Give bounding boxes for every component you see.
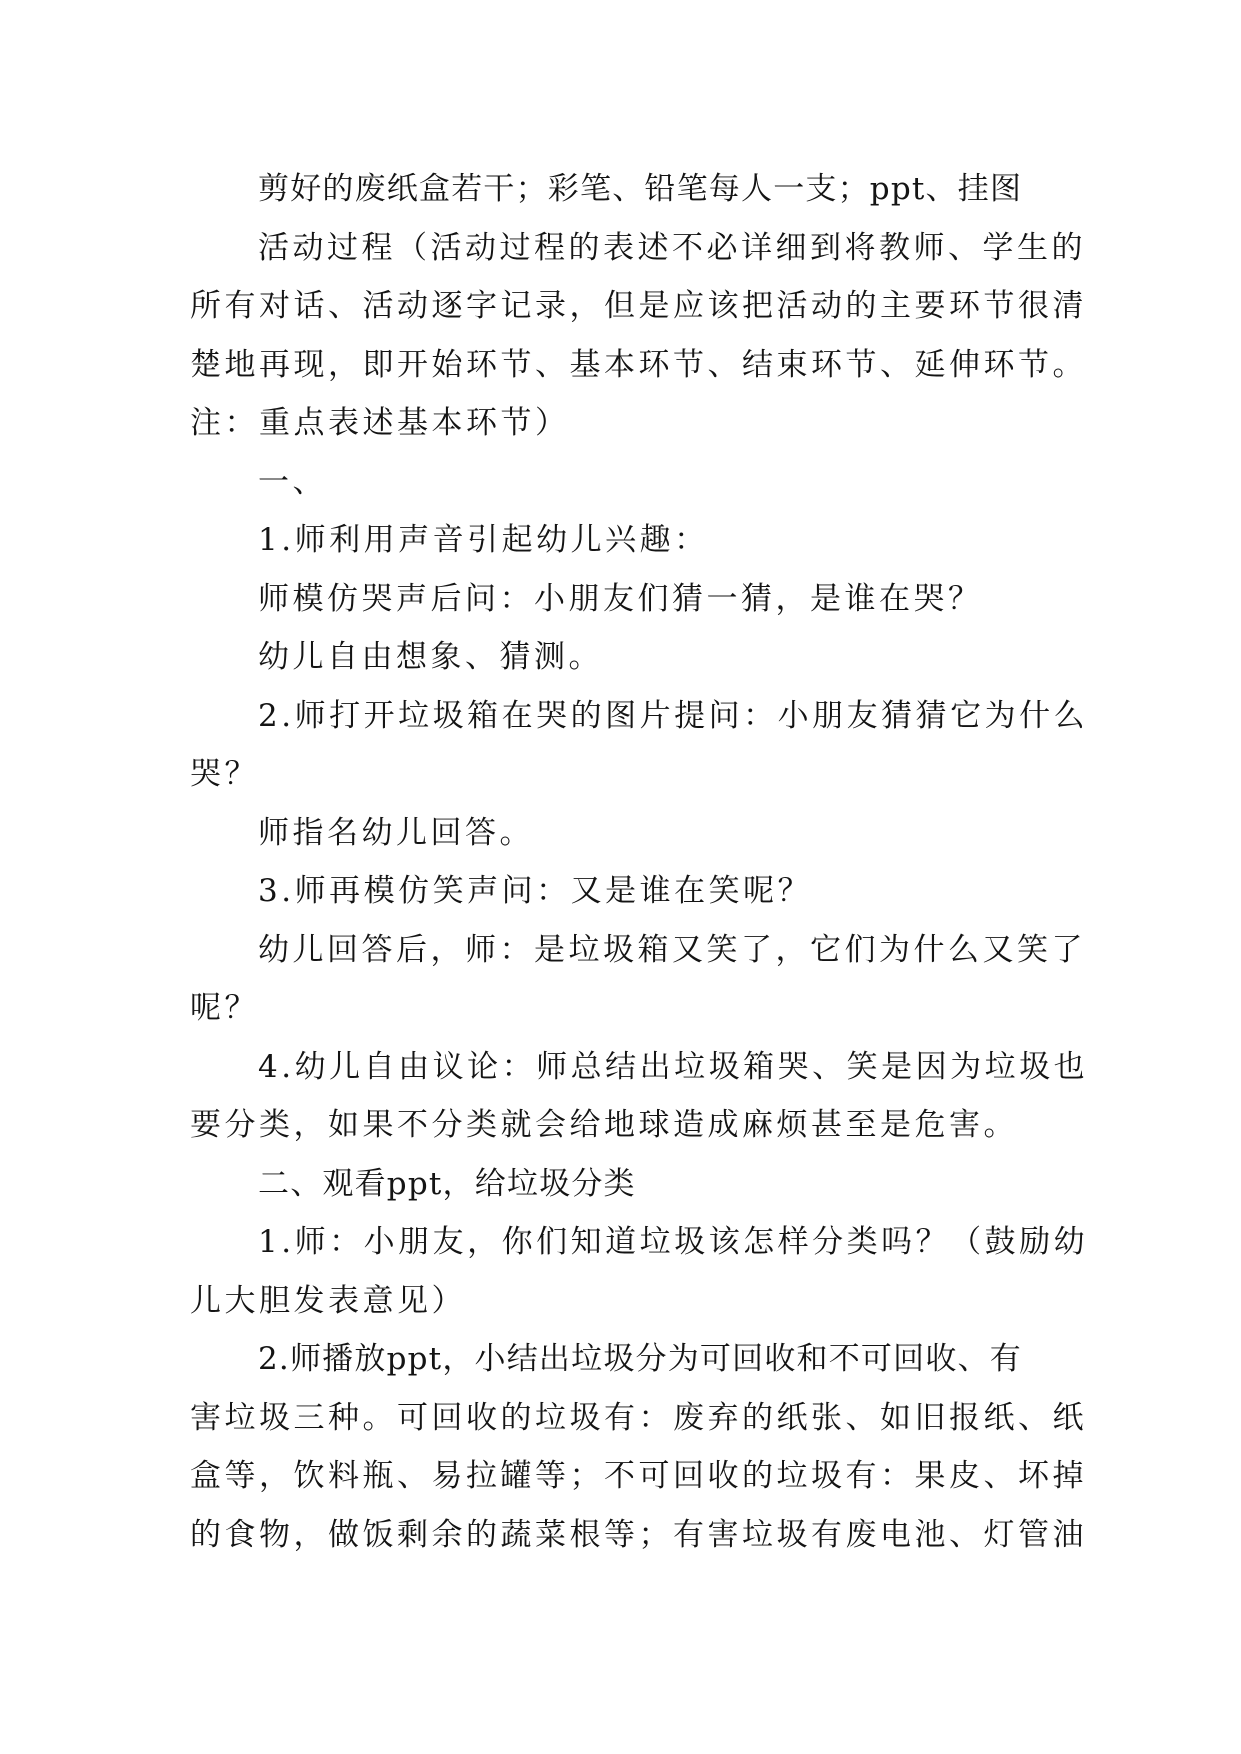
paragraph-line: 所有对话、活动逐字记录，但是应该把活动的主要环节很清 bbox=[190, 288, 1087, 324]
paragraph-line: 1.师：小朋友，你们知道垃圾该怎样分类吗？（鼓励幼 bbox=[258, 1224, 1089, 1260]
paragraph-line: 师指名幼儿回答。 bbox=[258, 814, 534, 851]
paragraph-line: 呢？ bbox=[190, 990, 259, 1026]
paragraph-line: 哭？ bbox=[190, 756, 259, 792]
paragraph-line: 4.幼儿自由议论：师总结出垃圾箱哭、笑是因为垃圾也 bbox=[258, 1048, 1089, 1085]
paragraph-line: 儿大胆发表意见） bbox=[190, 1282, 466, 1319]
paragraph-line: 3.师再模仿笑声问：又是谁在笑呢？ bbox=[258, 873, 813, 909]
paragraph-line: 幼儿回答后，师：是垃圾箱又笑了，它们为什么又笑了 bbox=[258, 931, 1086, 968]
paragraph-line: 的食物，做饭剩余的蔬菜根等；有害垃圾有废电池、灯管油 bbox=[190, 1516, 1087, 1553]
paragraph-line: 活动过程（活动过程的表述不必详细到将教师、学生的 bbox=[258, 229, 1086, 266]
document-body bbox=[190, 160, 1089, 1564]
paragraph-line: 1.师利用声音引起幼儿兴趣： bbox=[258, 522, 709, 558]
paragraph-line: 注：重点表述基本环节） bbox=[190, 405, 570, 441]
section-heading: 一、 bbox=[258, 463, 327, 500]
paragraph-line: 2.师播放ppt，小结出垃圾分为可回收和不可回收、有 bbox=[258, 1341, 1022, 1377]
paragraph-line: 盒等，饮料瓶、易拉罐等；不可回收的垃圾有：果皮、坏掉 bbox=[190, 1458, 1087, 1494]
paragraph-line: 害垃圾三种。可回收的垃圾有：废弃的纸张、如旧报纸、纸 bbox=[190, 1399, 1087, 1436]
paragraph-line: 幼儿自由想象、猜测。 bbox=[258, 639, 603, 675]
paragraph-line: 楚地再现，即开始环节、基本环节、结束环节、延伸环节。 bbox=[190, 346, 1087, 383]
paragraph-line: 剪好的废纸盒若干；彩笔、铅笔每人一支；ppt、挂图 bbox=[258, 171, 1023, 207]
paragraph-line: 要分类，如果不分类就会给地球造成麻烦甚至是危害。 bbox=[190, 1107, 1018, 1143]
paragraph-line: 2.师打开垃圾箱在哭的图片提问：小朋友猜猜它为什么 bbox=[258, 697, 1089, 734]
section-heading: 二、观看ppt，给垃圾分类 bbox=[258, 1165, 636, 1202]
paragraph-line: 师模仿哭声后问：小朋友们猜一猜，是谁在哭？ bbox=[258, 580, 983, 617]
